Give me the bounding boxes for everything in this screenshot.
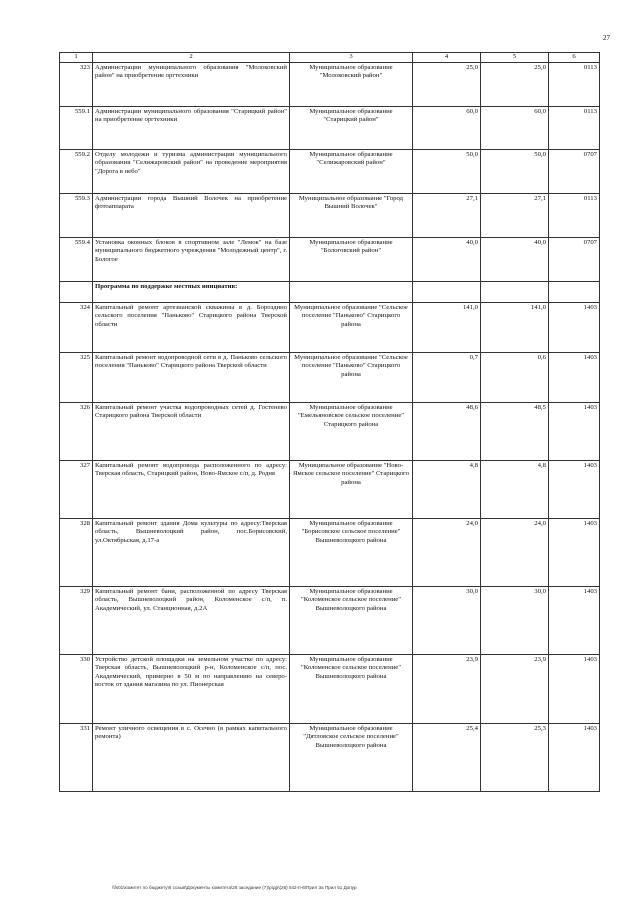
recipient-cell: Муниципальное образование "Старицкий район"	[290, 106, 413, 149]
section-row	[60, 281, 600, 302]
table-row	[60, 654, 600, 723]
budget-code-cell: 1403	[549, 302, 600, 352]
page-number: 27	[603, 34, 610, 42]
amount-cell: 60,0	[413, 106, 481, 149]
empty-cell	[481, 281, 549, 302]
row-number-cell: 328	[60, 518, 93, 586]
amount-cell: 50,0	[481, 149, 549, 193]
table-row	[60, 106, 600, 149]
column-header: 5	[481, 53, 549, 63]
recipient-cell: Муниципальное образование "Борисовское сельское поселение" Вышневолоцкого района	[290, 518, 413, 586]
budget-code-cell: 0113	[549, 193, 600, 237]
amount-cell: 27,1	[413, 193, 481, 237]
recipient-cell: Муниципальное образование "Дятловское сельское поселение" Вышневолоцкого района	[290, 723, 413, 791]
amount-cell: 24,0	[413, 518, 481, 586]
row-number-cell: 325	[60, 352, 93, 402]
amount-cell: 141,0	[481, 302, 549, 352]
table-row	[60, 193, 600, 237]
table-row	[60, 237, 600, 281]
row-number-cell: 330	[60, 654, 93, 723]
amount-cell: 25,4	[413, 723, 481, 791]
table-row	[60, 62, 600, 106]
table-row	[60, 723, 600, 791]
description-cell: Администрации муниципального образования "Старицкий район" на приобретение оргтехники	[93, 106, 290, 149]
amount-cell: 24,0	[481, 518, 549, 586]
amount-cell: 30,0	[481, 586, 549, 654]
description-cell: Капитальный ремонт водопровода расположенного по адресу: Тверская область, Старицкий район, Ново-Ямское с/п, д. Родня	[93, 460, 290, 518]
column-header: 4	[413, 53, 481, 63]
row-number-cell: 329	[60, 586, 93, 654]
empty-cell	[549, 281, 600, 302]
amount-cell: 50,0	[413, 149, 481, 193]
description-cell: Капитальный ремонт участка водопроводных сетей д. Гостенево Старицкого района Тверской области	[93, 402, 290, 460]
column-header: 6	[549, 53, 600, 63]
row-number-cell	[60, 281, 93, 302]
row-number-cell: 327	[60, 460, 93, 518]
recipient-cell: Муниципальное образование "Бологовский район"	[290, 237, 413, 281]
recipient-cell: Муниципальное образование "Молоковский район"	[290, 62, 413, 106]
budget-allocation-table	[59, 52, 600, 792]
recipient-cell: Муниципальное образование "Коломенское сельское поселение" Вышневолоцкого района	[290, 654, 413, 723]
footer-file-path: \\fs01\комитет по бюджету\6 созыв\Документы комитета\28 заседание (7)\р\др\(26) 542-II-6\Прил 3а Прил 51 Допур	[112, 885, 357, 890]
amount-cell: 141,0	[413, 302, 481, 352]
row-number-cell: 559.3	[60, 193, 93, 237]
table-row	[60, 402, 600, 460]
row-number-cell: 326	[60, 402, 93, 460]
amount-cell: 48,5	[481, 402, 549, 460]
table-row	[60, 302, 600, 352]
amount-cell: 25,3	[481, 723, 549, 791]
column-number-row	[60, 53, 600, 63]
recipient-cell: Муниципальное образование "Емельяновское сельское поселение" Старицкого района	[290, 402, 413, 460]
budget-code-cell: 1403	[549, 518, 600, 586]
amount-cell: 30,0	[413, 586, 481, 654]
recipient-cell: Муниципальное образование "Город Вышний Волочек"	[290, 193, 413, 237]
table-body	[60, 62, 600, 791]
amount-cell: 48,6	[413, 402, 481, 460]
amount-cell: 4,8	[413, 460, 481, 518]
budget-code-cell: 1403	[549, 460, 600, 518]
description-cell: Устройство детской площадки на земельном участке по адресу: Тверская область, Вышневолоцкий р-н, Коломенское с/п, пос. Академический, примерно в 50 м по направлению на северо-восток от здания магазина по ул. Пионерская	[93, 654, 290, 723]
row-number-cell: 323	[60, 62, 93, 106]
description-cell: Администрации муниципального образования "Молоковский район" на приобретение оргтехники	[93, 62, 290, 106]
table-row	[60, 518, 600, 586]
budget-code-cell: 0113	[549, 62, 600, 106]
table-row	[60, 352, 600, 402]
amount-cell: 4,8	[481, 460, 549, 518]
recipient-cell: Муниципальное образование "Коломенское сельское поселение" Вышневолоцкого района	[290, 586, 413, 654]
budget-code-cell: 1403	[549, 352, 600, 402]
budget-code-cell: 0707	[549, 149, 600, 193]
amount-cell: 0,7	[413, 352, 481, 402]
description-cell: Отделу молодежи и туризма администрации муниципального образования "Селижаровский район" на проведение мероприятия "Дорога в небо"	[93, 149, 290, 193]
amount-cell: 40,0	[413, 237, 481, 281]
column-header: 3	[290, 53, 413, 63]
description-cell: Установка оконных блоков в спортивном зале "Лемок" на базе муниципального бюджетного учреждения "Молодежный центр", г. Бологое	[93, 237, 290, 281]
row-number-cell: 559.2	[60, 149, 93, 193]
budget-code-cell: 0707	[549, 237, 600, 281]
row-number-cell: 559.4	[60, 237, 93, 281]
budget-code-cell: 1403	[549, 402, 600, 460]
description-cell: Администрации города Вышний Волочек на приобретение фотоаппарата	[93, 193, 290, 237]
amount-cell: 40,0	[481, 237, 549, 281]
row-number-cell: 559.1	[60, 106, 93, 149]
amount-cell: 23,9	[413, 654, 481, 723]
budget-code-cell: 1403	[549, 654, 600, 723]
empty-cell	[290, 281, 413, 302]
description-cell: Ремонт уличного освещения в с. Осечно (в рамках капитального ремонта)	[93, 723, 290, 791]
description-cell: Капитальный ремонт артезианской скважины в д. Бороздино сельского поселения "Паньково" Старицкого района Тверской области	[93, 302, 290, 352]
amount-cell: 25,0	[413, 62, 481, 106]
column-header: 1	[60, 53, 93, 63]
table-row	[60, 460, 600, 518]
amount-cell: 0,6	[481, 352, 549, 402]
amount-cell: 23,9	[481, 654, 549, 723]
recipient-cell: Муниципальное образование "Сельское поселение "Паньково" Старицкого района	[290, 352, 413, 402]
budget-code-cell: 1403	[549, 586, 600, 654]
section-title: Программа по поддержке местных инициатив:	[93, 281, 290, 302]
amount-cell: 27,1	[481, 193, 549, 237]
description-cell: Капитальный ремонт водопроводной сети в д. Паньково сельского поселения "Паньково" Старицкого района Тверской области	[93, 352, 290, 402]
description-cell: Капитальный ремонт бани, расположенной по адресу Тверская область, Вышневолоцкий район, Коломенское с/п, п. Академический, ул. Станционная, д.2А	[93, 586, 290, 654]
budget-code-cell: 1403	[549, 723, 600, 791]
recipient-cell: Муниципальное образование "Селижаровский район"	[290, 149, 413, 193]
recipient-cell: Муниципальное образование "Ново-Ямское сельское поселение" Старицкого района	[290, 460, 413, 518]
description-cell: Капитальный ремонт здания Дома культуры по адресу:Тверская область, Вышневолоцкий район, пос.Борисовский, ул.Октябрьская, д.17-а	[93, 518, 290, 586]
column-header: 2	[93, 53, 290, 63]
amount-cell: 60,0	[481, 106, 549, 149]
table-row	[60, 149, 600, 193]
row-number-cell: 324	[60, 302, 93, 352]
recipient-cell: Муниципальное образование "Сельское поселение "Паньково" Старицкого района	[290, 302, 413, 352]
row-number-cell: 331	[60, 723, 93, 791]
amount-cell: 25,0	[481, 62, 549, 106]
table-row	[60, 586, 600, 654]
empty-cell	[413, 281, 481, 302]
budget-code-cell: 0113	[549, 106, 600, 149]
